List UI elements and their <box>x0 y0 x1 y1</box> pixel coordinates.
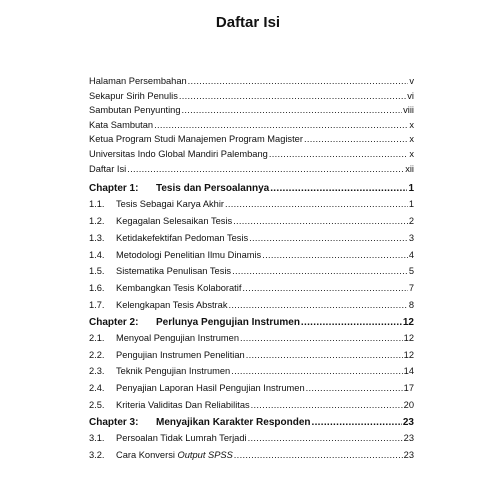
toc-entry-label: Halaman Persembahan <box>89 76 187 86</box>
toc-entry-page: viii <box>403 105 414 116</box>
toc-entry-page: vi <box>407 90 414 101</box>
section-label: Pengujian Instrumen Penelitian <box>116 349 245 360</box>
section-label: Kelengkapan Tesis Abstrak <box>116 299 228 310</box>
dot-leader <box>312 417 402 428</box>
section-number: 1.6. <box>89 283 105 294</box>
section-page: 3 <box>408 232 414 243</box>
toc-section[interactable] <box>89 350 414 367</box>
dot-leader <box>179 91 406 101</box>
section-label: Ketidakefektifan Pedoman Tesis <box>116 232 249 243</box>
section-number: 1.2. <box>89 215 105 226</box>
section-label: Sistematika Penulisan Tesis <box>116 266 232 277</box>
section-page: 1 <box>408 199 414 210</box>
page-title: Daftar Isi <box>215 14 281 31</box>
section-label: Kegagalan Selesaikan Tesis <box>116 215 233 226</box>
dot-leader <box>188 76 409 86</box>
section-page: 20 <box>403 399 414 410</box>
section-page: 23 <box>403 449 414 460</box>
section-number: 2.1. <box>89 332 105 343</box>
section-number: 3.2. <box>89 449 105 460</box>
section-label-italic: Output SPSS <box>177 449 233 460</box>
toc-chapter-1[interactable] <box>89 183 414 199</box>
chapter-page: 12 <box>402 316 414 328</box>
section-label: Kembangkan Tesis Kolaboratif <box>116 283 242 294</box>
section-page: 4 <box>408 249 414 260</box>
toc-entry-label: Universitas Indo Global Mandiri Palembang <box>89 148 268 159</box>
section-page: 2 <box>408 215 414 226</box>
toc-entry[interactable] <box>89 164 414 179</box>
dot-leader <box>251 400 403 410</box>
toc-entry-page: v <box>409 76 414 86</box>
toc-section[interactable] <box>89 433 414 450</box>
toc-entry-label: Ketua Program Studi Manajemen Program Magister <box>89 134 303 145</box>
section-page: 14 <box>403 366 414 377</box>
toc-entry[interactable] <box>89 76 414 91</box>
section-label: Penyajian Laporan Hasil Pengujian Instrumen <box>116 383 305 394</box>
section-label: Persoalan Tidak Lumrah Terjadi <box>116 432 247 443</box>
section-label: Tesis Sebagai Karya Akhir <box>116 199 225 210</box>
toc-entry-label: Sambutan Penyunting <box>89 105 181 116</box>
dot-leader <box>269 149 409 159</box>
dot-leader <box>270 183 407 194</box>
dot-leader <box>301 317 402 328</box>
toc-section[interactable] <box>89 450 414 467</box>
toc-section[interactable] <box>89 300 414 317</box>
chapter-number: Chapter 3: <box>89 416 139 428</box>
section-number: 3.1. <box>89 432 105 443</box>
section-number: 1.5. <box>89 266 105 277</box>
table-of-contents <box>89 76 414 466</box>
dot-leader <box>234 450 403 460</box>
section-number: 2.3. <box>89 366 105 377</box>
dot-leader <box>240 333 403 343</box>
section-number: 2.2. <box>89 349 105 360</box>
toc-entry[interactable] <box>89 120 414 135</box>
toc-entry[interactable] <box>89 105 414 120</box>
toc-entry-label: Kata Sambutan <box>89 119 154 130</box>
toc-entry[interactable] <box>89 149 414 164</box>
chapter-page: 1 <box>408 183 414 195</box>
section-number: 1.3. <box>89 232 105 243</box>
toc-entry-label: Daftar Isi <box>89 163 127 174</box>
toc-entry[interactable] <box>89 134 414 149</box>
toc-section[interactable] <box>89 333 414 350</box>
toc-chapter-3[interactable] <box>89 417 414 433</box>
section-label: Menyoal Pengujian Instrumen <box>116 332 239 343</box>
toc-entry-label: Sekapur Sirih Penulis <box>89 90 178 101</box>
section-page: 12 <box>403 349 414 360</box>
chapter-number: Chapter 2: <box>89 316 139 328</box>
dot-leader <box>249 233 408 243</box>
section-number: 2.5. <box>89 399 105 410</box>
section-page: 17 <box>403 383 414 394</box>
section-number: 1.4. <box>89 249 105 260</box>
dot-leader <box>231 366 402 376</box>
section-label-prefix: Cara Konversi <box>116 449 178 460</box>
dot-leader <box>232 266 408 276</box>
dot-leader <box>154 120 408 130</box>
toc-entry-page: xii <box>405 163 414 174</box>
dot-leader <box>127 164 404 174</box>
chapter-number: Chapter 1: <box>89 183 139 195</box>
toc-entry-page: x <box>409 148 414 159</box>
toc-entry-page: x <box>409 134 414 145</box>
toc-section[interactable] <box>89 366 414 383</box>
dot-leader <box>248 433 403 443</box>
toc-section[interactable] <box>89 283 414 300</box>
toc-section[interactable] <box>89 266 414 283</box>
dot-leader <box>225 199 408 209</box>
dot-leader <box>242 283 407 293</box>
chapter-title: Menyajikan Karakter Responden <box>156 416 311 428</box>
toc-section[interactable] <box>89 233 414 250</box>
dot-leader <box>304 134 408 144</box>
toc-section[interactable] <box>89 250 414 267</box>
toc-entry[interactable] <box>89 91 414 106</box>
section-number: 1.7. <box>89 299 105 310</box>
section-label: Teknik Pengujian Instrumen <box>116 366 231 377</box>
dot-leader <box>182 105 403 115</box>
chapter-page: 23 <box>402 416 414 428</box>
section-page: 7 <box>408 283 414 294</box>
section-page: 12 <box>403 332 414 343</box>
dot-leader <box>306 383 403 393</box>
dot-leader <box>262 250 408 260</box>
chapter-title: Tesis dan Persoalannya <box>156 183 270 195</box>
toc-section[interactable] <box>89 199 414 216</box>
toc-section[interactable] <box>89 400 414 417</box>
section-number: 1.1. <box>89 199 105 210</box>
chapter-title: Perlunya Pengujian Instrumen <box>156 316 300 328</box>
dot-leader <box>228 300 407 310</box>
dot-leader <box>233 216 408 226</box>
toc-section[interactable] <box>89 216 414 233</box>
dot-leader <box>246 350 403 360</box>
section-label: Metodologi Penelitian Ilmu Dinamis <box>116 249 262 260</box>
section-label: Kriteria Validitas Dan Reliabilitas <box>116 399 250 410</box>
section-label <box>116 450 233 460</box>
toc-chapter-2[interactable] <box>89 317 414 333</box>
section-page: 8 <box>408 299 414 310</box>
section-number: 2.4. <box>89 383 105 394</box>
toc-entry-page: x <box>409 119 414 130</box>
toc-section[interactable] <box>89 383 414 400</box>
section-page: 23 <box>403 432 414 443</box>
section-page: 5 <box>408 266 414 277</box>
